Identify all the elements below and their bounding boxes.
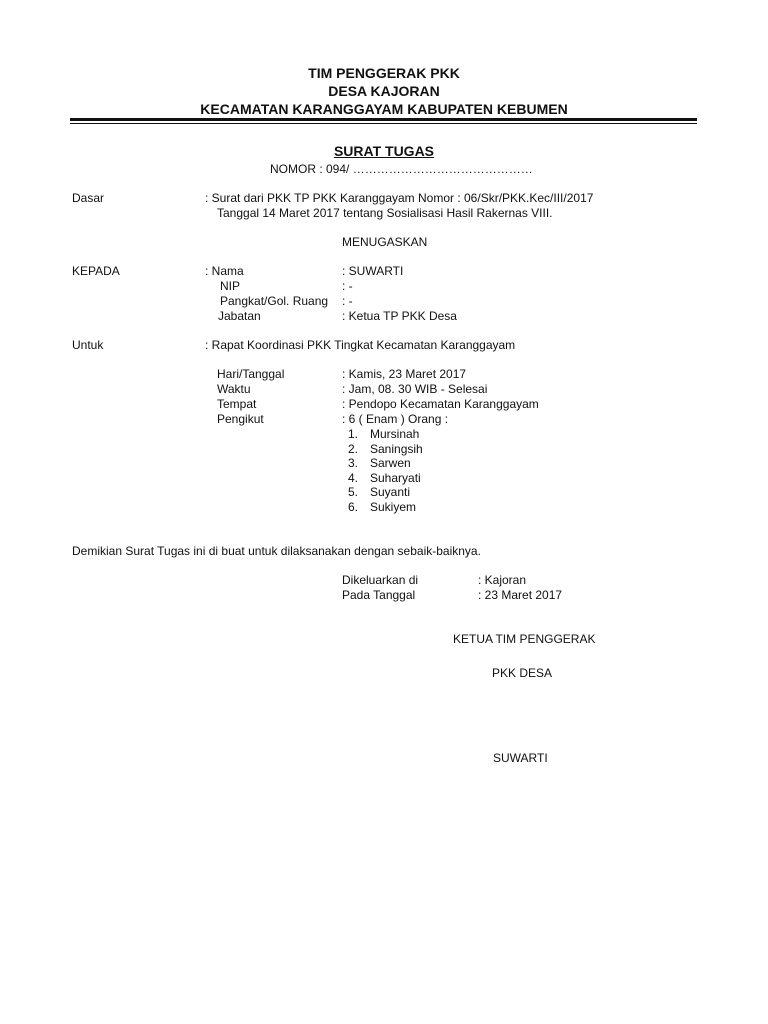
untuk-text: : Rapat Koordinasi PKK Tingkat Kecamatan Karanggayam bbox=[205, 338, 516, 352]
kepada-value: : Ketua TP PKK Desa bbox=[342, 309, 457, 323]
untuk-key: Hari/Tanggal bbox=[217, 367, 285, 381]
pengikut-name: Mursinah bbox=[370, 427, 420, 441]
pengikut-name: Sukiyem bbox=[370, 500, 417, 514]
header-line-3: KECAMATAN KARANGGAYAM KABUPATEN KEBUMEN bbox=[200, 101, 568, 117]
dasar-label: Dasar bbox=[72, 191, 105, 205]
issued-value: : Kajoran bbox=[478, 573, 527, 587]
pengikut-number: 1. bbox=[348, 427, 359, 441]
untuk-value: : Jam, 08. 30 WIB - Selesai bbox=[342, 382, 488, 396]
kepada-value: : - bbox=[342, 294, 353, 308]
untuk-key: Waktu bbox=[217, 382, 251, 396]
document-number: NOMOR : 094/ ……………………………………… bbox=[270, 162, 533, 176]
pengikut-name: Suharyati bbox=[370, 471, 421, 485]
pengikut-number: 5. bbox=[348, 485, 359, 499]
kepada-value: : - bbox=[342, 279, 353, 293]
pengikut-name: Sarwen bbox=[370, 456, 411, 470]
kepada-key: Jabatan bbox=[218, 309, 261, 323]
untuk-value: : Pendopo Kecamatan Karanggayam bbox=[342, 397, 539, 411]
menugaskan-heading: MENUGASKAN bbox=[342, 235, 428, 249]
issued-value: : 23 Maret 2017 bbox=[478, 588, 563, 602]
pengikut-number: 2. bbox=[348, 442, 359, 456]
issued-key: Dikeluarkan di bbox=[342, 573, 419, 587]
header-line-2: DESA KAJORAN bbox=[328, 83, 440, 99]
kepada-value: : SUWARTI bbox=[342, 264, 404, 278]
dasar-line-1: : Surat dari PKK TP PKK Karanggayam Nomor : 06/Skr/PKK.Kec/III/2017 bbox=[205, 191, 594, 205]
untuk-label: Untuk bbox=[72, 338, 104, 352]
closing-statement: Demikian Surat Tugas ini di buat untuk dilaksanakan dengan sebaik-baiknya. bbox=[72, 544, 481, 558]
untuk-key: Pengikut bbox=[217, 412, 264, 426]
pengikut-name: Saningsih bbox=[370, 442, 423, 456]
signature-name: SUWARTI bbox=[493, 751, 548, 765]
issued-key: Pada Tanggal bbox=[342, 588, 416, 602]
kepada-key: Pangkat/Gol. Ruang bbox=[220, 294, 329, 308]
header-rule-thick bbox=[70, 118, 697, 121]
header-rule-thin bbox=[70, 123, 697, 124]
signature-role-2: PKK DESA bbox=[492, 666, 553, 680]
kepada-key: NIP bbox=[220, 279, 241, 293]
signature-role-1: KETUA TIM PENGGERAK bbox=[453, 632, 596, 646]
kepada-label: KEPADA bbox=[72, 264, 120, 278]
kepada-key: : Nama bbox=[205, 264, 244, 278]
untuk-value: : 6 ( Enam ) Orang : bbox=[342, 412, 449, 426]
untuk-key: Tempat bbox=[217, 397, 257, 411]
header-line-1: TIM PENGGERAK PKK bbox=[308, 65, 460, 81]
document-title: SURAT TUGAS bbox=[333, 143, 435, 159]
pengikut-number: 3. bbox=[348, 456, 359, 470]
pengikut-number: 6. bbox=[348, 500, 359, 514]
pengikut-number: 4. bbox=[348, 471, 359, 485]
dasar-line-2: Tanggal 14 Maret 2017 tentang Sosialisasi Hasil Rakernas VIII. bbox=[217, 206, 553, 220]
untuk-value: : Kamis, 23 Maret 2017 bbox=[342, 367, 467, 381]
pengikut-name: Suyanti bbox=[370, 485, 411, 499]
